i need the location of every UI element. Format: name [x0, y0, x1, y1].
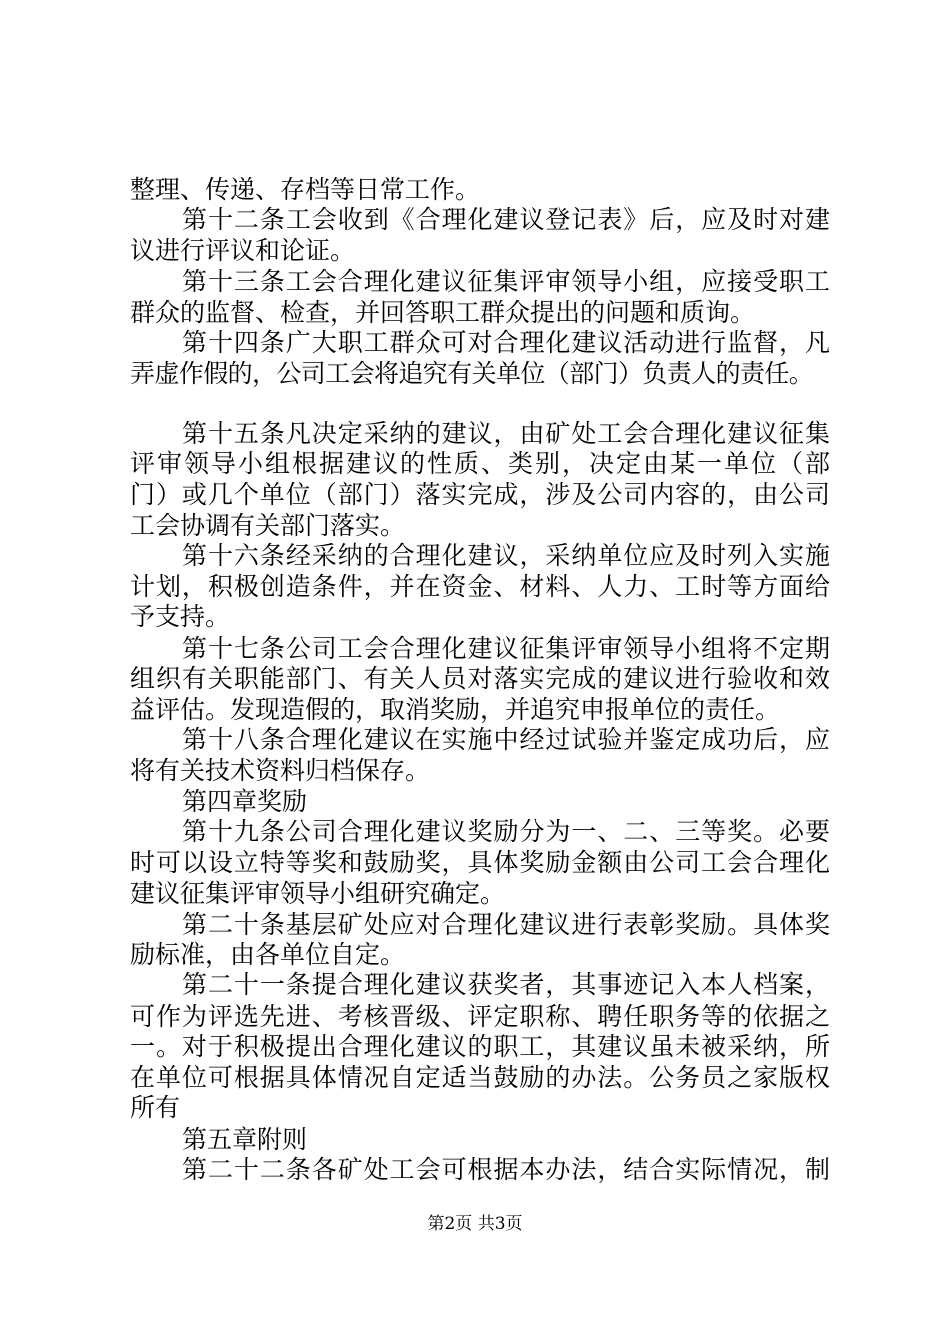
text-line: 群众的监督、检查，并回答职工群众提出的问题和质询。 — [130, 297, 756, 327]
text-line: 工会协调有关部门落实。 — [130, 510, 406, 540]
text-line: 建议征集评审领导小组研究确定。 — [130, 879, 506, 909]
text-line: 时可以设立特等奖和鼓励奖，具体奖励金额由公司工会合理化 — [130, 847, 830, 877]
text-line: 弄虚作假的，公司工会将追究有关单位（部门）负责人的责任。 — [130, 358, 814, 388]
text-line: 益评估。发现造假的，取消奖励，并追究申报单位的责任。 — [130, 694, 781, 724]
text-line: 第十七条公司工会合理化建议征集评审领导小组将不定期 — [182, 633, 830, 663]
text-line: 第十八条合理化建议在实施中经过试验并鉴定成功后，应 — [182, 725, 830, 755]
text-line: 第十二条工会收到《合理化建议登记表》后，应及时对建 — [182, 205, 830, 235]
text-line: 第二十一条提合理化建议获奖者，其事迹记入本人档案， — [182, 970, 830, 1000]
text-line: 所有 — [130, 1093, 181, 1123]
text-line: 一。对于积极提出合理化建议的职工，其建议虽未被采纳，所 — [130, 1032, 830, 1062]
text-line: 励标准，由各单位自定。 — [130, 940, 406, 970]
text-line: 第二十条基层矿处应对合理化建议进行表彰奖励。具体奖 — [182, 909, 830, 939]
text-line: 可作为评选先进、考核晋级、评定职称、聘任职务等的依据之 — [130, 1001, 830, 1031]
text-line: 第十六条经采纳的合理化建议，采纳单位应及时列入实施 — [182, 541, 830, 571]
text-line: 第十九条公司合理化建议奖励分为一、二、三等奖。必要 — [182, 817, 830, 847]
text-line: 计划，积极创造条件，并在资金、材料、人力、工时等方面给 — [130, 571, 830, 601]
text-line: 组织有关职能部门、有关人员对落实完成的建议进行验收和效 — [130, 664, 830, 694]
page-number: 第2页 共3页 — [427, 1214, 523, 1234]
text-line: 将有关技术资料归档保存。 — [130, 756, 431, 786]
text-line: 予支持。 — [130, 602, 231, 632]
text-line: 第十四条广大职工群众可对合理化建议活动进行监督，凡 — [182, 328, 830, 358]
chapter-heading: 第五章附则 — [182, 1124, 308, 1154]
text-line: 评审领导小组根据建议的性质、类别，决定由某一单位（部 — [130, 449, 830, 479]
text-line: 在单位可根据具体情况自定适当鼓励的办法。公务员之家版权 — [130, 1062, 830, 1092]
text-line: 第十三条工会合理化建议征集评审领导小组，应接受职工 — [182, 267, 830, 297]
text-line: 整理、传递、存档等日常工作。 — [130, 175, 481, 204]
chapter-heading: 第四章奖励 — [182, 786, 308, 816]
text-line: 门）或几个单位（部门）落实完成，涉及公司内容的，由公司 — [130, 479, 830, 509]
text-line: 第十五条凡决定采纳的建议，由矿处工会合理化建议征集 — [182, 418, 830, 448]
text-line: 议进行评议和论证。 — [130, 235, 356, 265]
text-line: 第二十二条各矿处工会可根据本办法，结合实际情况，制 — [182, 1155, 830, 1184]
